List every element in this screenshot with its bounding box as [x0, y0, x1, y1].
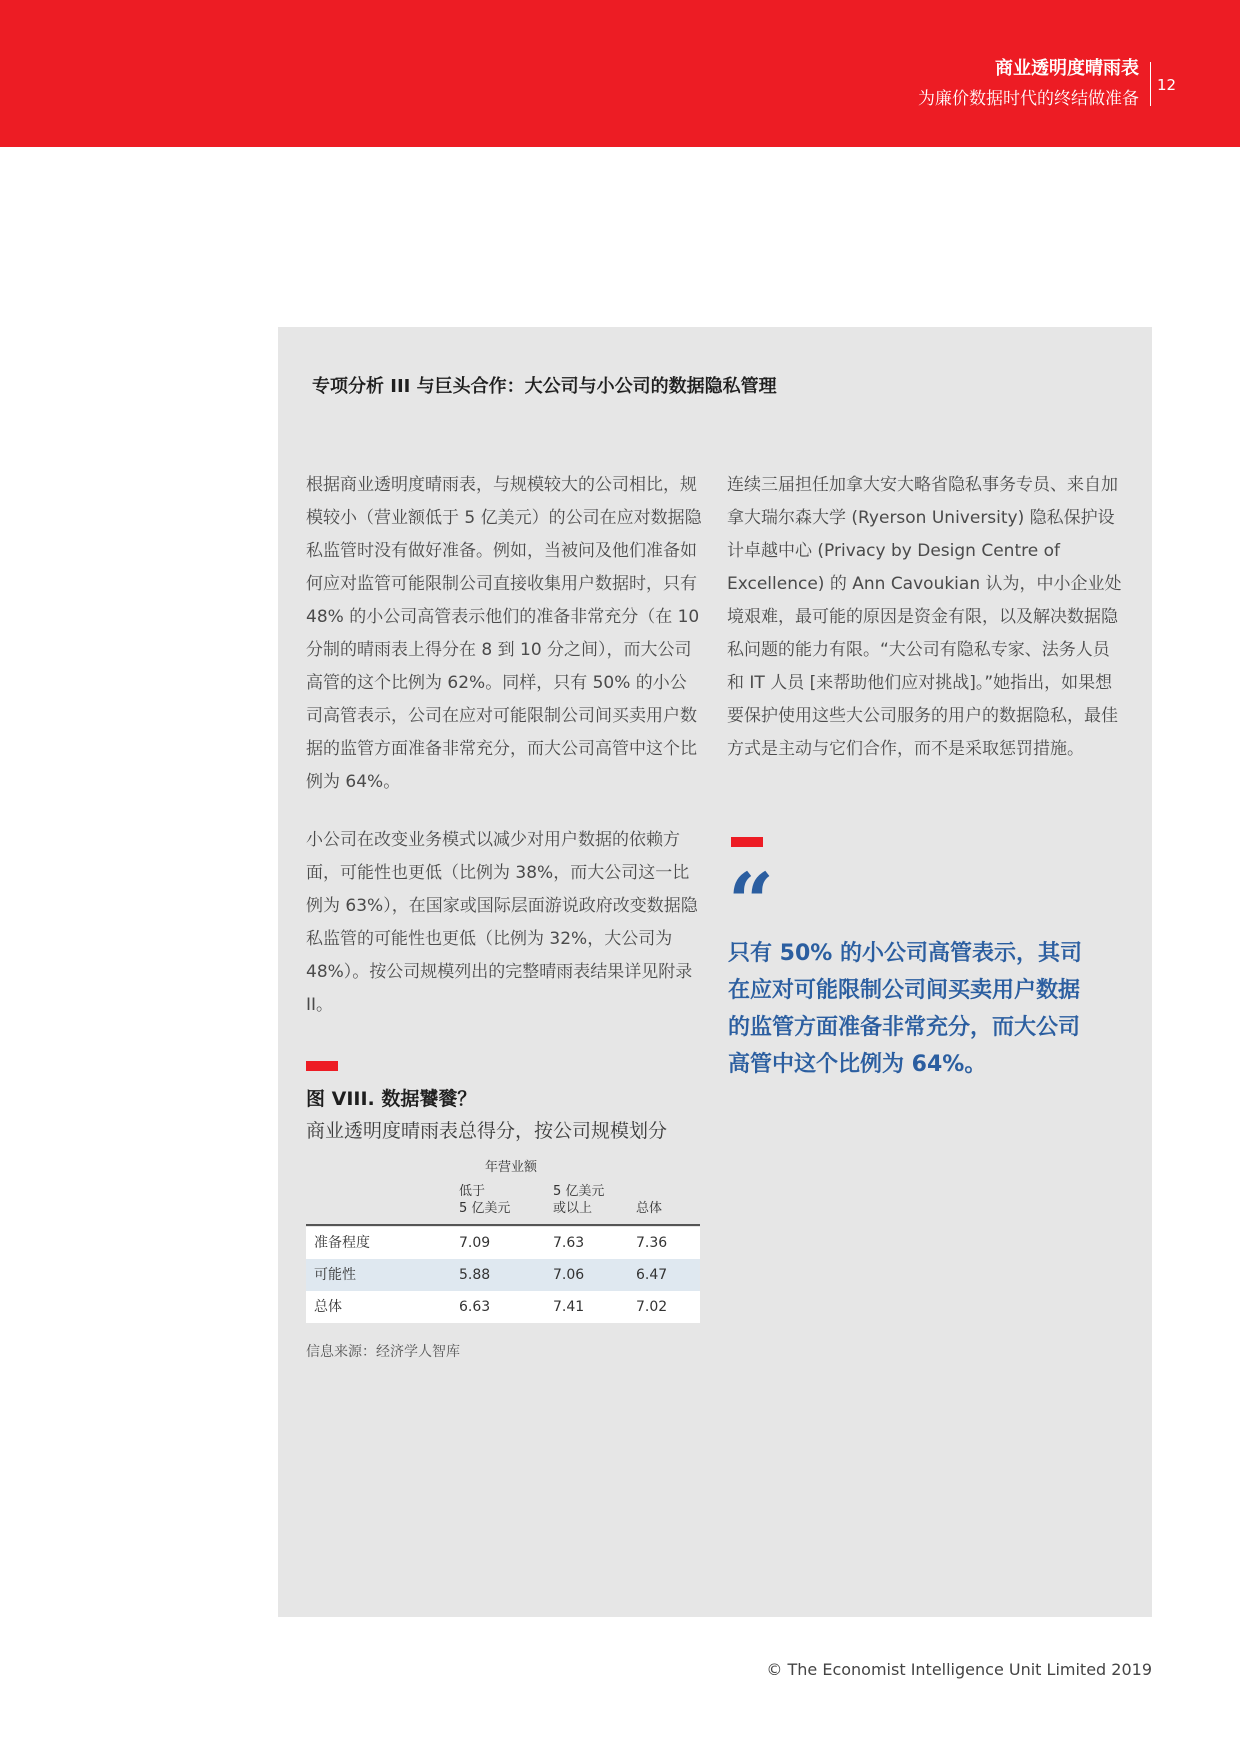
cell-low: 6.63	[459, 1299, 491, 1315]
cell-high: 7.63	[553, 1235, 585, 1251]
body-paragraph: 小公司在改变业务模式以减少对用户数据的依赖方面，可能性也更低（比例为 38%，而大公司这一比例为 63%），在国家或国际层面游说政府改变数据隐私监管的可能性也更低（比例为 32%，大公司为 48%）。按公司规模列出的完整晴雨表结果详见附录 II。	[306, 830, 698, 1015]
cell-high: 7.06	[553, 1267, 585, 1283]
cell-total: 7.36	[636, 1235, 668, 1251]
left-column-para-2	[306, 824, 702, 1022]
figure-accent-bar	[306, 1061, 338, 1071]
cell-high: 7.41	[553, 1299, 585, 1315]
row-label: 准备程度	[314, 1235, 370, 1251]
right-column-para-1	[727, 469, 1123, 766]
body-paragraph: 连续三届担任加拿大安大略省隐私事务专员、来自加拿大瑞尔森大学 (Ryerson University) 隐私保护设计卓越中心 (Privacy by Design Centre of Excellence) 的 Ann Cavoukian 认为，中小企业处境艰难，最可能的原因是资金有限，以及解决数据隐私问题的能力有限。“大公司有隐私专家、法务人员和 IT 人员 [来帮助他们应对挑战]。”她指出，如果想要保护使用这些大公司服务的用户的数据隐私，最佳方式是主动与它们合作，而不是采取惩罚措施。	[727, 475, 1122, 759]
pull-quote: 只有 50% 的小公司高管表示，其司在应对可能限制公司间买卖用户数据的监管方面准备非常充分，而大公司高管中这个比例为 64%。	[728, 941, 1082, 1077]
table-row	[306, 1291, 700, 1323]
table-row	[306, 1227, 700, 1259]
report-title: 商业透明度晴雨表	[995, 58, 1139, 79]
body-paragraph: 根据商业透明度晴雨表，与规模较大的公司相比，规模较小（营业额低于 5 亿美元）的公司在应对数据隐私监管时没有做好准备。例如，当被问及他们准备如何应对监管可能限制公司直接收集用户数据时，只有 48% 的小公司高管表示他们的准备非常充分（在 10 分制的晴雨表上得分在 8 到 10 分之间），而大公司高管的这个比例为 62%。同样，只有 50% 的小公司高管表示，公司在应对可能限制公司间买卖用户数据的监管方面准备非常充分，而大公司高管中这个比例为 64%。	[306, 475, 702, 792]
page-number: 12	[1157, 76, 1177, 94]
figure-title: 图 VIII. 数据饕餮？	[306, 1088, 477, 1110]
column-header-total: 总体	[636, 1201, 663, 1216]
row-label: 总体	[314, 1299, 342, 1315]
copyright: © The Economist Intelligence Unit Limited 2019	[766, 1660, 1152, 1679]
column-header-high: 5 亿美元 或以上	[553, 1184, 605, 1216]
cell-total: 7.02	[636, 1299, 668, 1315]
column-header-low: 低于 5 亿美元	[459, 1184, 511, 1216]
table-group-header: 年营业额	[485, 1160, 538, 1175]
row-label: 可能性	[314, 1267, 356, 1283]
report-subtitle: 为廉价数据时代的终结做准备	[918, 89, 1139, 109]
panel-title: 专项分析 III 与巨头合作：大公司与小公司的数据隐私管理	[312, 376, 777, 397]
cell-low: 7.09	[459, 1235, 491, 1251]
cell-total: 6.47	[636, 1267, 668, 1283]
quote-accent-bar	[731, 837, 763, 847]
figure-subtitle: 商业透明度晴雨表总得分，按公司规模划分	[306, 1120, 668, 1142]
cell-low: 5.88	[459, 1267, 491, 1283]
header-divider	[1150, 62, 1151, 106]
left-column-para-1	[306, 469, 702, 799]
table-row	[306, 1259, 700, 1291]
table-header-rule	[306, 1224, 700, 1226]
figure-source: 信息来源：经济学人智库	[306, 1344, 460, 1360]
quote-mark-icon: “	[728, 855, 775, 949]
